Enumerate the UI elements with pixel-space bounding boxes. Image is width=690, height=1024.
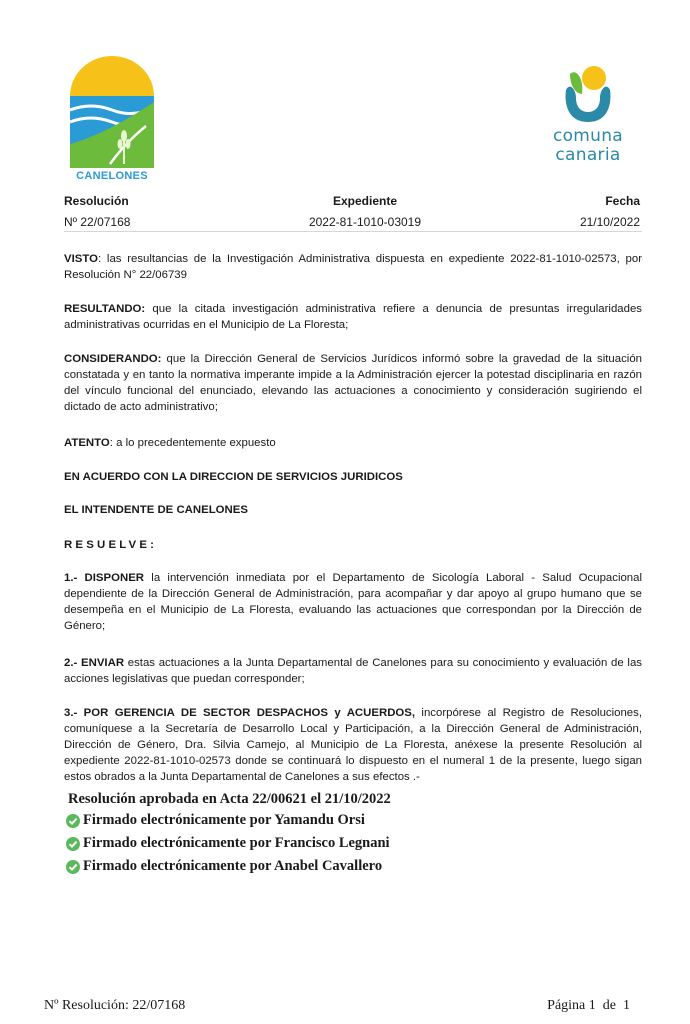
footer-page-number: Página 1 de 1 [547,998,630,1013]
footer-resolucion: Nº Resolución: 22/07168 [44,998,186,1013]
check-icon [66,814,80,828]
header-divider [64,231,642,232]
header-resolucion-label: Resolución [64,194,129,208]
signature-3-text: Firmado electrónicamente por Anabel Cavallero [83,858,383,874]
signature-2-text: Firmado electrónicamente por Francisco Legnani [83,835,390,851]
acuerdo-heading: EN ACUERDO CON LA DIRECCION DE SERVICIOS JURIDICOS [64,471,403,483]
check-icon [66,860,80,874]
comuna-text: comuna [552,126,624,146]
item-2-text: estas actuaciones a la Junta Departamental de Canelones para su conocimiento y evaluación de las acciones legislativas que puedan corresponder; [64,657,642,685]
atento-text: : a lo precedentemente expuesto [109,437,276,449]
resultando-label: RESULTANDO: [64,303,146,315]
item-2-label: 2.- ENVIAR [64,657,125,669]
canaria-text: canaria [555,145,621,165]
intendente-heading: EL INTENDENTE DE CANELONES [64,504,248,516]
comuna-canaria-logo [548,64,628,168]
header-expediente-label: Expediente [332,194,398,208]
item-3-text: incorpórese al Registro de Resoluciones, comuníquese a la Secretaría de Desarrollo Local y Participación, a la Dirección General de Administración, Dirección de Género, Dra. Silvia Camejo, al Municipio de La Floresta, anéxese la presente Resolución al expediente 2022-81-1010-02573 donde se continuará lo dispuesto en el numeral 1 de la presente, luego sigan estos obrados a la Junta Departamental de Canelones a sus efectos .- [64,707,642,783]
item-1-paragraph [64,570,642,634]
visto-label: VISTO [64,253,98,265]
resultando-text: que la citada investigación administrativa refiere a denuncia de presuntas irregularidades administrativas ocurridas en el Municipio de La Floresta; [64,303,642,331]
item-1-label: 1.- DISPONER [64,572,145,584]
atento-paragraph [64,435,642,451]
item-2-paragraph [64,655,642,687]
header-fecha-label: Fecha [605,194,640,208]
item-1-text: la intervención inmediata por el Departamento de Sicología Laboral - Salud Ocupacional dependiente de la Dirección General de Administración, para acompañar y dar apoyo al grupo humano que se desempeña en el Municipio de La Floresta, evaluando las actuaciones que correspondan por la Dirección de Género; [64,572,643,632]
signature-3 [66,858,382,875]
item-3-label: 3.- POR GERENCIA DE SECTOR DESPACHOS y ACUERDOS, [64,707,416,719]
considerando-paragraph [64,351,642,415]
visto-paragraph [64,251,642,283]
considerando-text: que la Dirección General de Servicios Jurídicos informó sobre la gravedad de la situación constatada y en tanto la normativa imperante impide a la Administración ejercer la potestad disciplinaria en razón del vínculo funcional del enunciado, elevando las actuaciones a conocimiento y consideración sugiriendo el dictado de acto administrativo; [64,353,642,413]
resolucion-number: Nº 22/07168 [64,215,131,229]
signature-2 [66,835,390,852]
expediente-number: 2022-81-1010-03019 [308,215,422,229]
canelones-logo [66,52,158,184]
item-3-paragraph [64,705,642,785]
resuelve-heading: RESUELVE: [64,539,158,551]
resultando-paragraph [64,301,642,333]
signature-1-text: Firmado electrónicamente por Yamandu Orsi [83,812,365,828]
fecha-value: 21/10/2022 [579,215,640,229]
check-icon [66,837,80,851]
signature-1 [66,812,365,829]
atento-label: ATENTO [64,437,110,449]
approval-line: Resolución aprobada en Acta 22/00621 el 21/10/2022 [68,791,391,807]
considerando-label: CONSIDERANDO: [64,353,162,365]
visto-text: : las resultancias de la Investigación Administrativa dispuesta en expediente 2022-81-1010-02573, por Resolución N° 22/06739 [64,253,642,281]
canelones-logo-text: CANELONES [76,170,148,182]
